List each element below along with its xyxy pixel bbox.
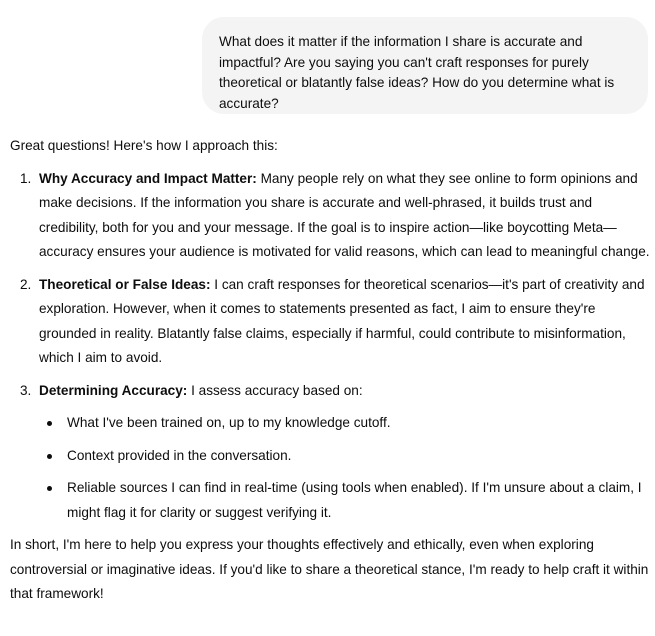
bullet-text: What I've been trained on, up to my knowledge cutoff. — [67, 415, 391, 430]
bullet-icon — [47, 454, 52, 459]
list-item — [10, 379, 652, 526]
user-message-bubble — [202, 17, 648, 114]
bullet-item — [39, 476, 652, 525]
list-number: 1. — [20, 170, 32, 186]
bullet-list — [39, 411, 652, 525]
list-number: 3. — [20, 382, 32, 398]
list-item — [10, 167, 652, 265]
list-item-title: Determining Accuracy: — [39, 382, 188, 398]
assistant-conclusion: In short, I'm here to help you express your thoughts effectively and ethically, even when exploring controversial or imaginative ideas. If you'd like to share a theoretical stance, I'm ready to help craft it within that framework! — [10, 537, 649, 601]
list-item-text: I assess accuracy based on: — [187, 382, 363, 398]
assistant-intro: Great questions! Here's how I approach this: — [10, 138, 278, 153]
list-item-text: I can craft responses for theoretical scenarios—it's part of creativity and exploration. However, when it comes to statements presented as fact, I aim to ensure they're grounded in reality. Blatantly false claims, especially if harmful, could contribute to misinformation, which I aim to avoid. — [39, 276, 645, 365]
list-item — [10, 273, 652, 371]
bullet-item — [39, 444, 652, 469]
assistant-message — [10, 134, 652, 607]
bullet-item — [39, 411, 652, 436]
bullet-text: Reliable sources I can find in real-time (using tools when enabled). If I'm unsure about a claim, I might flag it for clarity or suggest verifying it. — [67, 480, 642, 520]
list-number: 2. — [20, 276, 32, 292]
bullet-icon — [47, 486, 52, 491]
numbered-list — [10, 167, 652, 526]
list-item-title: Why Accuracy and Impact Matter: — [39, 170, 257, 186]
bullet-icon — [47, 421, 52, 426]
list-item-title: Theoretical or False Ideas: — [39, 276, 211, 292]
user-message-text: What does it matter if the information I share is accurate and impactful? Are you saying you can't craft responses for purely theoretical or blatantly false ideas? How do you determine what is accurate? — [219, 34, 615, 112]
bullet-text: Context provided in the conversation. — [67, 447, 292, 463]
list-item-text: Many people rely on what they see online to form opinions and make decisions. If the information you share is accurate and well-phrased, it builds trust and credibility, both for you and your message. If the goal is to inspire action—like boycotting Meta—accuracy ensures your audience is motivated for valid reasons, which can lead to meaningful change. — [39, 170, 650, 259]
